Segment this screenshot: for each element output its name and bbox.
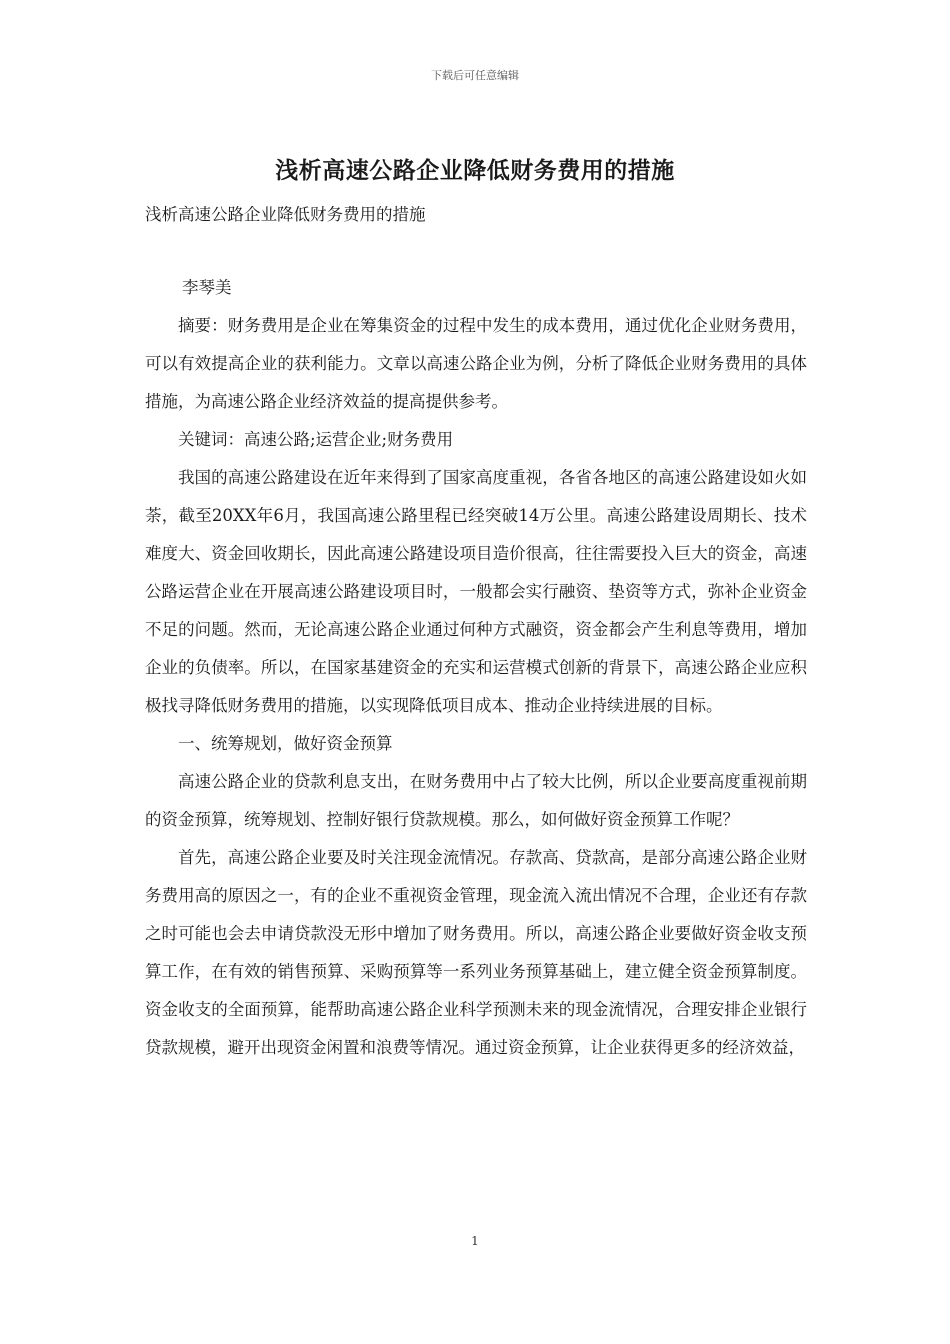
body-paragraph: 首先，高速公路企业要及时关注现金流情况。存款高、贷款高，是部分高速公路企业财务费用高的原因之一，有的企业不重视资金管理，现金流入流出情况不合理，企业还有存款之时可能也会去申请贷款没无形中增加了财务费用。所以，高速公路企业要做好资金收支预算工作，在有效的销售预算、采购预算等一系列业务预算基础上，建立健全资金预算制度。资金收支的全面预算，能帮助高速公路企业科学预测未来的现金流情况，合理安排企业银行贷款规模，避开出现资金闲置和浪费等情况。通过资金预算，让企业获得更多的经济效益，	[145, 848, 807, 1057]
abstract-paragraph: 摘要：财务费用是企业在筹集资金的过程中发生的成本费用，通过优化企业财务费用，可以有效提高企业的获利能力。文章以高速公路企业为例，分析了降低企业财务费用的具体措施，为高速公路企业经济效益的提高提供参考。	[145, 316, 807, 411]
header-note: 下载后可任意编辑	[431, 69, 519, 82]
document-subtitle: 浅析高速公路企业降低财务费用的措施	[145, 205, 426, 224]
keywords-paragraph: 关键词：高速公路;运营企业;财务费用	[178, 430, 454, 449]
document-title: 浅析高速公路企业降低财务费用的措施	[275, 158, 675, 184]
page-number: 1	[471, 1234, 479, 1248]
document-body	[145, 307, 807, 1067]
author-name: 李琴美	[182, 278, 232, 297]
body-paragraph: 高速公路企业的贷款利息支出，在财务费用中占了较大比例，所以企业要高度重视前期的资金预算，统筹规划、控制好银行贷款规模。那么，如何做好资金预算工作呢？	[145, 772, 807, 829]
intro-paragraph: 我国的高速公路建设在近年来得到了国家高度重视，各省各地区的高速公路建设如火如荼，截至20XX年6月，我国高速公路里程已经突破14万公里。高速公路建设周期长、技术难度大、资金回收期长，因此高速公路建设项目造价很高，往往需要投入巨大的资金，高速公路运营企业在开展高速公路建设项目时，一般都会实行融资、垫资等方式，弥补企业资金不足的问题。然而，无论高速公路企业通过何种方式融资，资金都会产生利息等费用，增加企业的负债率。所以，在国家基建资金的充实和运营模式创新的背景下，高速公路企业应积极找寻降低财务费用的措施，以实现降低项目成本、推动企业持续进展的目标。	[145, 468, 807, 715]
section-heading: 一、统筹规划，做好资金预算	[178, 734, 393, 753]
